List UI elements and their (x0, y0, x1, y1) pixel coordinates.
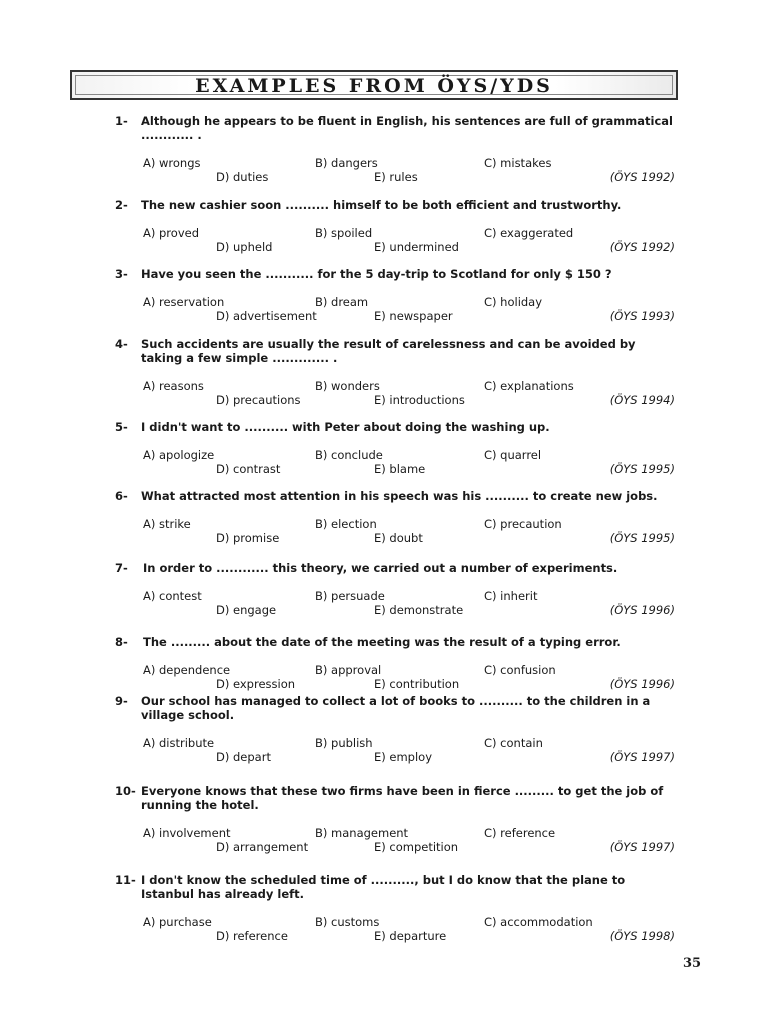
options (115, 517, 675, 547)
question-stem: Everyone knows that these two firms have been in fierce ......... to get the job of running the hotel. (141, 784, 664, 812)
option-c: C) holiday (484, 295, 543, 309)
option-b: B) management (315, 826, 409, 840)
question-3 (115, 267, 675, 325)
option-c: C) accommodation (484, 915, 593, 929)
option-d: D) reference (216, 929, 288, 943)
option-d: D) upheld (216, 240, 273, 254)
option-b: B) spoiled (315, 226, 373, 240)
option-e: E) newspaper (374, 309, 453, 323)
option-a: A) reservation (143, 295, 225, 309)
option-c: C) precaution (484, 517, 562, 531)
options (115, 448, 675, 478)
question-stem: Such accidents are usually the result of carelessness and can be avoided by taking a few simple ............. . (141, 337, 636, 365)
question-number: 10- (115, 784, 136, 798)
option-e: E) introductions (374, 393, 465, 407)
option-b: B) conclude (315, 448, 383, 462)
option-b: B) persuade (315, 589, 385, 603)
question-5 (115, 420, 675, 478)
options (115, 156, 675, 186)
question-number: 3- (115, 267, 128, 281)
question-stem: Although he appears to be fluent in English, his sentences are full of grammatical ............ . (141, 114, 673, 142)
option-e: E) rules (374, 170, 418, 184)
options (115, 379, 675, 409)
option-a: A) wrongs (143, 156, 201, 170)
question-source: (ÖYS 1997) (609, 840, 675, 854)
question-stem: Our school has managed to collect a lot of books to .......... to the children in a village school. (141, 694, 651, 722)
option-b: B) publish (315, 736, 373, 750)
options (115, 736, 675, 766)
question-stem: In order to ............ this theory, we carried out a number of experiments. (143, 561, 618, 575)
question-stem: The ......... about the date of the meeting was the result of a typing error. (143, 635, 621, 649)
option-a: A) contest (143, 589, 202, 603)
question-stem: I didn't want to .......... with Peter about doing the washing up. (141, 420, 550, 434)
option-d: D) contrast (216, 462, 281, 476)
option-a: A) reasons (143, 379, 204, 393)
question-source: (ÖYS 1992) (609, 170, 675, 184)
question-source: (ÖYS 1994) (609, 393, 675, 407)
options (115, 915, 675, 945)
question-source: (ÖYS 1993) (609, 309, 675, 323)
page-title: EXAMPLES FROM ÖYS/YDS (195, 75, 553, 97)
question-number: 5- (115, 420, 128, 434)
option-c: C) contain (484, 736, 543, 750)
option-e: E) doubt (374, 531, 423, 545)
options (115, 295, 675, 325)
option-e: E) demonstrate (374, 603, 464, 617)
option-e: E) blame (374, 462, 426, 476)
option-d: D) duties (216, 170, 269, 184)
option-d: D) expression (216, 677, 296, 691)
option-a: A) strike (143, 517, 191, 531)
option-a: A) proved (143, 226, 200, 240)
option-a: A) distribute (143, 736, 215, 750)
option-a: A) apologize (143, 448, 215, 462)
option-a: A) involvement (143, 826, 231, 840)
question-6 (115, 489, 675, 547)
option-e: E) departure (374, 929, 447, 943)
option-c: C) explanations (484, 379, 574, 393)
option-c: C) mistakes (484, 156, 552, 170)
option-d: D) engage (216, 603, 277, 617)
option-b: B) customs (315, 915, 380, 929)
question-8: 8- The ......... about the date of the meeting was the result of a typing error. A) dependence B) approval C) confusion D) expression E) contribution (ÖYS 1996) (115, 635, 675, 691)
question-9 (115, 694, 675, 766)
option-c: C) confusion (484, 663, 556, 677)
option-e: E) contribution (374, 677, 460, 691)
option-c: C) quarrel (484, 448, 542, 462)
question-source: (ÖYS 1995) (609, 462, 675, 476)
question-stem: The new cashier soon .......... himself to be both efficient and trustworthy. (141, 198, 622, 212)
option-d: D) precautions (216, 393, 301, 407)
option-b: B) approval (315, 663, 382, 677)
question-2 (115, 198, 675, 256)
question-source: (ÖYS 1992) (609, 240, 675, 254)
question-number: 2- (115, 198, 128, 212)
option-b: B) election (315, 517, 377, 531)
option-c: C) reference (484, 826, 556, 840)
question-stem: Have you seen the ........... for the 5 day-trip to Scotland for only $ 150 ? (141, 267, 612, 281)
question-source: (ÖYS 1997) (609, 750, 675, 764)
options (115, 663, 675, 693)
option-d: D) promise (216, 531, 280, 545)
question-number: 11- (115, 873, 136, 887)
option-d: D) arrangement (216, 840, 309, 854)
page-number: 35 (683, 956, 702, 971)
question-11 (115, 873, 675, 945)
options (115, 589, 675, 619)
option-b: B) dream (315, 295, 369, 309)
options (115, 226, 675, 256)
question-number: 9- (115, 694, 128, 708)
question-10 (115, 784, 675, 856)
option-e: E) employ (374, 750, 433, 764)
question-source: (ÖYS 1998) (609, 929, 675, 943)
option-d: D) advertisement (216, 309, 317, 323)
question-4 (115, 337, 675, 409)
option-b: B) wonders (315, 379, 380, 393)
option-b: B) dangers (315, 156, 378, 170)
question-source: (ÖYS 1996) (609, 603, 675, 617)
options (115, 826, 675, 856)
question-number: 6- (115, 489, 128, 503)
option-e: E) competition (374, 840, 459, 854)
option-c: C) inherit (484, 589, 538, 603)
option-c: C) exaggerated (484, 226, 574, 240)
question-7: 7- In order to ............ this theory, we carried out a number of experiments. A) contest B) persuade C) inherit D) engage E) demonstrate (ÖYS 1996) (115, 561, 675, 617)
question-1 (115, 114, 675, 186)
question-source: (ÖYS 1996) (609, 677, 675, 691)
option-d: D) depart (216, 750, 271, 764)
question-source: (ÖYS 1995) (609, 531, 675, 545)
question-stem: What attracted most attention in his speech was his .......... to create new jobs. (141, 489, 658, 503)
option-a: A) dependence (143, 663, 231, 677)
option-e: E) undermined (374, 240, 459, 254)
option-a: A) purchase (143, 915, 212, 929)
question-number: 1- (115, 114, 128, 128)
question-number: 4- (115, 337, 128, 351)
question-stem: I don't know the scheduled time of .........., but I do know that the plane to Istanbul has already left. (141, 873, 626, 901)
title-box (70, 70, 678, 100)
